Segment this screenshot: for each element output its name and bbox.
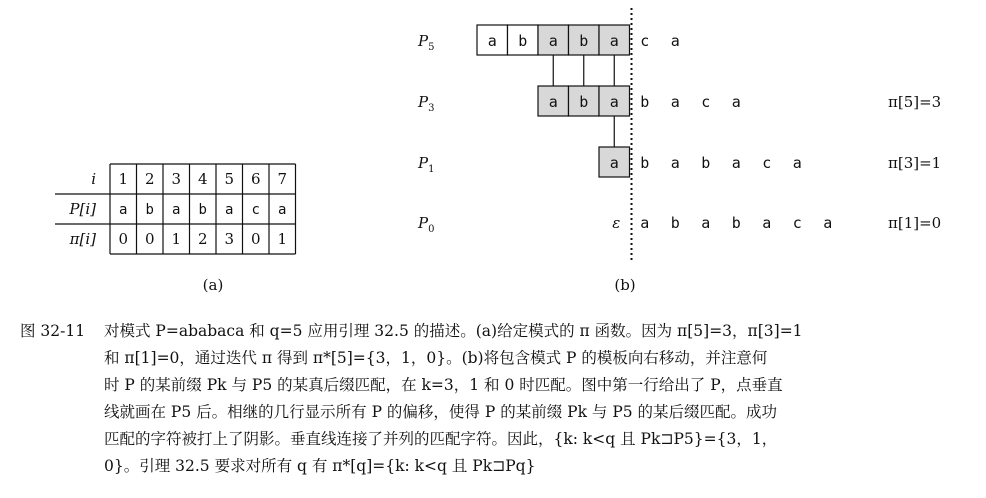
pi-result-3: π[5]=3 — [888, 93, 942, 111]
pattern-char: b — [731, 214, 741, 232]
caption-line — [20, 426, 975, 453]
pattern-char: c — [701, 93, 711, 111]
pi-result-0: π[1]=0 — [888, 214, 942, 232]
row-label-subscript: 1 — [428, 164, 435, 175]
caption-text: 时 P 的某前缀 Pk 与 P5 的某真后缀匹配，在 k=3，1 和 0 时匹配。图中第一行给出了 P，点垂直 — [104, 376, 783, 394]
table-cell: 1 — [171, 230, 182, 248]
figure-caption — [20, 318, 975, 480]
pattern-char: b — [518, 32, 528, 50]
table-cell: 3 — [171, 170, 182, 188]
pattern-char: b — [701, 154, 711, 172]
pattern-char: a — [731, 93, 741, 111]
pattern-char: a — [762, 214, 772, 232]
table-cell: 7 — [277, 170, 288, 188]
table-cell: 4 — [197, 170, 208, 188]
table-cell: 3 — [224, 230, 235, 248]
caption-text: 和 π[1]=0，通过迭代 π 得到 π*[5]={3，1，0}。(b)将包含模式 P 的模板向右移动，并注意何 — [104, 349, 768, 367]
table-cell: a — [278, 202, 287, 218]
table-cell: b — [145, 202, 154, 218]
pattern-char: c — [762, 154, 772, 172]
row-label-p1: $P_1$ — [418, 154, 435, 175]
table-cell: 1 — [118, 170, 129, 188]
table-cell: c — [251, 202, 260, 218]
pattern-char: c — [640, 32, 650, 50]
pattern-char: b — [579, 32, 589, 50]
table-cell: 0 — [250, 230, 261, 248]
row-label-p0: $P_0$ — [418, 214, 435, 235]
table-cell: 1 — [277, 230, 288, 248]
pattern-char: a — [731, 154, 741, 172]
caption-text: 匹配的字符被打上了阴影。垂直线连接了并列的匹配字符。因此，{k: k<q 且 Pk⊐P5}={3，1， — [104, 430, 778, 448]
pattern-char: a — [701, 214, 711, 232]
subfigure-label-a: (a) — [202, 276, 224, 294]
pattern-char: a — [792, 154, 802, 172]
pattern-char: a — [548, 32, 558, 50]
row-label-subscript: 0 — [428, 224, 435, 235]
pattern-char: a — [609, 32, 619, 50]
table-cell: 2 — [197, 230, 208, 248]
caption-text: 对模式 P=ababaca 和 q=5 应用引理 32.5 的描述。(a)给定模式的 π 函数。因为 π[5]=3，π[3]=1 — [104, 322, 803, 340]
subfigure-label-b: (b) — [614, 276, 636, 294]
caption-line — [20, 453, 975, 480]
pattern-char: a — [670, 93, 680, 111]
table-cell: a — [119, 202, 128, 218]
pi-result-1: π[3]=1 — [888, 154, 942, 172]
table-cell: b — [198, 202, 207, 218]
caption-line — [20, 345, 975, 372]
row-label-subscript: 5 — [428, 42, 435, 53]
pattern-char: a — [609, 154, 619, 172]
pattern-char: b — [640, 93, 650, 111]
pattern-char: a — [487, 32, 497, 50]
caption-line — [20, 399, 975, 426]
row-label-i: i — [91, 170, 96, 188]
empty-prefix-epsilon: ε — [612, 214, 621, 232]
figure-number: 图 32-11 — [20, 322, 86, 340]
caption-line — [20, 372, 975, 399]
pattern-char: b — [640, 154, 650, 172]
table-cell: 0 — [118, 230, 129, 248]
caption-text: 线就画在 P5 后。相继的几行显示所有 P 的偏移，使得 P 的某前缀 Pk 与 P5 的某后缀匹配。成功 — [104, 403, 778, 421]
caption-text: 0}。引理 32.5 要求对所有 q 有 π*[q]={k: k<q 且 Pk⊐Pq} — [104, 457, 536, 475]
table-cell: 6 — [250, 170, 261, 188]
pattern-char: b — [579, 93, 589, 111]
pattern-char: a — [670, 32, 680, 50]
table-cell: a — [172, 202, 181, 218]
pattern-char: a — [548, 93, 558, 111]
pattern-char: a — [670, 154, 680, 172]
pattern-char: a — [640, 214, 650, 232]
pattern-char: a — [823, 214, 833, 232]
table-cell: 2 — [144, 170, 155, 188]
pattern-char: b — [670, 214, 680, 232]
prefix-shift-diagram — [417, 8, 941, 262]
row-label-p3: $P_3$ — [418, 93, 435, 114]
table-cell: 0 — [144, 230, 155, 248]
caption-line — [20, 318, 975, 345]
row-label-subscript: 3 — [428, 103, 435, 114]
row-label-p5: $P_5$ — [418, 32, 435, 53]
pattern-char: a — [609, 93, 619, 111]
table-cell: 5 — [224, 170, 235, 188]
pattern-char: c — [792, 214, 802, 232]
pi-function-table — [55, 164, 296, 254]
row-label-pi: π[i] — [69, 230, 96, 248]
row-label-pattern: P[i] — [69, 200, 96, 218]
table-cell: a — [225, 202, 234, 218]
